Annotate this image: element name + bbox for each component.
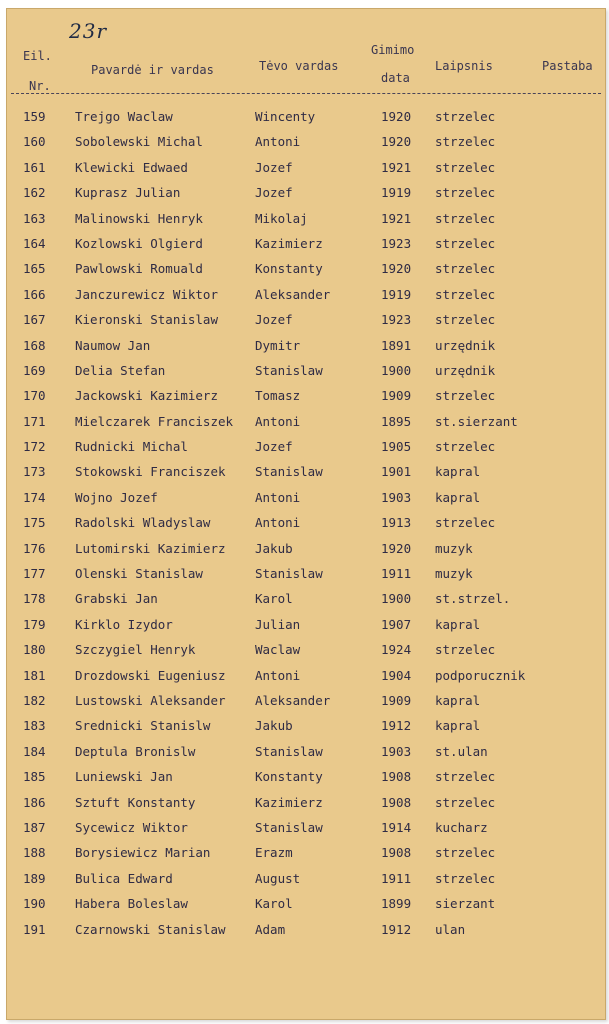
- row-rank: strzelec: [435, 845, 496, 861]
- table-row: [7, 131, 605, 156]
- table-row: [7, 284, 605, 309]
- row-father-name: Antoni: [255, 667, 301, 683]
- table-row: [7, 665, 605, 690]
- row-number: 164: [23, 235, 46, 251]
- table-row: [7, 690, 605, 715]
- row-number: 174: [23, 489, 46, 505]
- row-rank: strzelec: [435, 159, 496, 175]
- row-name: Pawlowski Romuald: [75, 261, 203, 277]
- row-rank: strzelec: [435, 286, 496, 302]
- row-father-name: August: [255, 870, 301, 886]
- table-row: [7, 436, 605, 461]
- row-birth-year: 1921: [381, 210, 412, 226]
- row-number: 177: [23, 566, 46, 582]
- row-father-name: Dymitr: [255, 337, 301, 353]
- row-name: Deptula Bronislw: [75, 743, 196, 759]
- row-rank: st.ulan: [435, 743, 488, 759]
- row-name: Habera Boleslaw: [75, 896, 188, 912]
- folio-number: 23r: [69, 19, 108, 43]
- row-birth-year: 1903: [381, 489, 412, 505]
- row-number: 191: [23, 921, 46, 937]
- row-father-name: Antoni: [255, 489, 301, 505]
- table-row: [7, 487, 605, 512]
- row-rank: strzelec: [435, 769, 496, 785]
- table-row: [7, 538, 605, 563]
- row-father-name: Stanislaw: [255, 464, 323, 480]
- row-father-name: Jozef: [255, 159, 293, 175]
- table-row: [7, 919, 605, 944]
- row-name: Naumow Jan: [75, 337, 151, 353]
- row-birth-year: 1901: [381, 464, 412, 480]
- row-father-name: Jozef: [255, 185, 293, 201]
- row-father-name: Wincenty: [255, 109, 316, 124]
- row-number: 173: [23, 464, 46, 480]
- row-number: 167: [23, 312, 46, 328]
- table-row: [7, 614, 605, 639]
- row-birth-year: 1920: [381, 540, 412, 556]
- row-rank: strzelec: [435, 210, 496, 226]
- row-rank: strzelec: [435, 515, 496, 531]
- table-row: [7, 208, 605, 233]
- row-number: 186: [23, 794, 46, 810]
- row-number: 187: [23, 819, 46, 835]
- row-name: Czarnowski Stanislaw: [75, 921, 226, 937]
- header-nr-line1: Eil.: [23, 49, 52, 63]
- row-birth-year: 1919: [381, 286, 412, 302]
- row-father-name: Stanislaw: [255, 819, 323, 835]
- row-rank: strzelec: [435, 388, 496, 404]
- row-birth-year: 1900: [381, 591, 412, 607]
- table-row: [7, 411, 605, 436]
- row-name: Borysiewicz Marian: [75, 845, 211, 861]
- row-rank: strzelec: [435, 794, 496, 810]
- row-rank: strzelec: [435, 439, 496, 455]
- row-name: Sztuft Konstanty: [75, 794, 196, 810]
- row-name: Olenski Stanislaw: [75, 566, 203, 582]
- row-rank: sierzant: [435, 896, 496, 912]
- row-father-name: Stanislaw: [255, 362, 323, 378]
- register-table: [7, 106, 605, 944]
- row-number: 175: [23, 515, 46, 531]
- row-number: 172: [23, 439, 46, 455]
- row-rank: urzędnik: [435, 337, 496, 353]
- row-father-name: Stanislaw: [255, 566, 323, 582]
- row-number: 178: [23, 591, 46, 607]
- table-row: [7, 157, 605, 182]
- table-row: [7, 106, 605, 131]
- row-number: 188: [23, 845, 46, 861]
- row-name: Stokowski Franciszek: [75, 464, 226, 480]
- row-father-name: Stanislaw: [255, 743, 323, 759]
- row-birth-year: 1912: [381, 718, 412, 734]
- row-rank: muzyk: [435, 566, 473, 582]
- table-row: [7, 715, 605, 740]
- row-name: Klewicki Edwaed: [75, 159, 188, 175]
- row-number: 185: [23, 769, 46, 785]
- row-rank: muzyk: [435, 540, 473, 556]
- table-row: [7, 588, 605, 613]
- table-row: [7, 639, 605, 664]
- row-name: Kozlowski Olgierd: [75, 235, 203, 251]
- table-row: [7, 563, 605, 588]
- row-father-name: Jakub: [255, 718, 293, 734]
- table-row: [7, 766, 605, 791]
- row-number: 159: [23, 109, 46, 124]
- row-father-name: Karol: [255, 591, 293, 607]
- row-father-name: Erazm: [255, 845, 293, 861]
- row-rank: st.strzel.: [435, 591, 511, 607]
- row-number: 160: [23, 134, 46, 150]
- row-rank: strzelec: [435, 185, 496, 201]
- row-birth-year: 1919: [381, 185, 412, 201]
- row-father-name: Karol: [255, 896, 293, 912]
- row-birth-year: 1891: [381, 337, 412, 353]
- table-row: [7, 893, 605, 918]
- row-name: Lustowski Aleksander: [75, 692, 226, 708]
- row-name: Sobolewski Michal: [75, 134, 203, 150]
- row-number: 182: [23, 692, 46, 708]
- row-name: Wojno Jozef: [75, 489, 158, 505]
- row-father-name: Waclaw: [255, 642, 301, 658]
- row-birth-year: 1914: [381, 819, 412, 835]
- row-name: Radolski Wladyslaw: [75, 515, 211, 531]
- row-birth-year: 1903: [381, 743, 412, 759]
- row-birth-year: 1923: [381, 235, 412, 251]
- document-page: [6, 8, 606, 1020]
- row-number: 181: [23, 667, 46, 683]
- row-birth-year: 1908: [381, 794, 412, 810]
- table-row: [7, 817, 605, 842]
- row-name: Lutomirski Kazimierz: [75, 540, 226, 556]
- row-rank: st.sierzant: [435, 413, 518, 429]
- row-birth-year: 1905: [381, 439, 412, 455]
- row-birth-year: 1912: [381, 921, 412, 937]
- row-rank: strzelec: [435, 235, 496, 251]
- row-birth-year: 1895: [381, 413, 412, 429]
- row-rank: kapral: [435, 464, 481, 480]
- row-birth-year: 1904: [381, 667, 412, 683]
- table-row: [7, 842, 605, 867]
- row-birth-year: 1913: [381, 515, 412, 531]
- row-number: 163: [23, 210, 46, 226]
- table-row: [7, 512, 605, 537]
- row-rank: urzędnik: [435, 362, 496, 378]
- row-number: 170: [23, 388, 46, 404]
- row-father-name: Jakub: [255, 540, 293, 556]
- row-birth-year: 1924: [381, 642, 412, 658]
- table-row: [7, 741, 605, 766]
- row-number: 166: [23, 286, 46, 302]
- header-nr-line2: Nr.: [29, 79, 51, 93]
- row-number: 184: [23, 743, 46, 759]
- header-father: Tėvo vardas: [259, 59, 339, 73]
- row-birth-year: 1908: [381, 845, 412, 861]
- row-name: Luniewski Jan: [75, 769, 173, 785]
- row-rank: kapral: [435, 616, 481, 632]
- row-father-name: Antoni: [255, 515, 301, 531]
- row-father-name: Mikolaj: [255, 210, 308, 226]
- table-row: [7, 385, 605, 410]
- row-father-name: Antoni: [255, 413, 301, 429]
- row-rank: strzelec: [435, 642, 496, 658]
- row-name: Bulica Edward: [75, 870, 173, 886]
- row-father-name: Antoni: [255, 134, 301, 150]
- row-birth-year: 1920: [381, 109, 412, 124]
- row-father-name: Adam: [255, 921, 286, 937]
- row-number: 171: [23, 413, 46, 429]
- row-rank: podporucznik: [435, 667, 526, 683]
- row-number: 169: [23, 362, 46, 378]
- table-row: [7, 868, 605, 893]
- row-father-name: Tomasz: [255, 388, 301, 404]
- row-birth-year: 1920: [381, 134, 412, 150]
- row-number: 189: [23, 870, 46, 886]
- row-name: Sycewicz Wiktor: [75, 819, 188, 835]
- header-rank: Laipsnis: [435, 59, 493, 73]
- row-number: 162: [23, 185, 46, 201]
- table-row: [7, 792, 605, 817]
- row-father-name: Julian: [255, 616, 301, 632]
- row-name: Rudnicki Michal: [75, 439, 188, 455]
- row-birth-year: 1899: [381, 896, 412, 912]
- row-number: 176: [23, 540, 46, 556]
- header-name: Pavardė ir vardas: [91, 63, 214, 77]
- row-name: Delia Stefan: [75, 362, 166, 378]
- row-number: 168: [23, 337, 46, 353]
- table-row: [7, 258, 605, 283]
- row-father-name: Kazimierz: [255, 235, 323, 251]
- row-birth-year: 1920: [381, 261, 412, 277]
- row-father-name: Konstanty: [255, 769, 323, 785]
- table-row: [7, 182, 605, 207]
- row-father-name: Kazimierz: [255, 794, 323, 810]
- row-number: 179: [23, 616, 46, 632]
- row-name: Grabski Jan: [75, 591, 158, 607]
- header-divider: [11, 93, 601, 94]
- row-number: 183: [23, 718, 46, 734]
- header-note: Pastaba: [542, 59, 593, 73]
- row-rank: strzelec: [435, 312, 496, 328]
- row-father-name: Jozef: [255, 312, 293, 328]
- row-rank: kapral: [435, 718, 481, 734]
- row-rank: kapral: [435, 489, 481, 505]
- row-number: 190: [23, 896, 46, 912]
- row-rank: kucharz: [435, 819, 488, 835]
- row-rank: ulan: [435, 921, 466, 937]
- row-father-name: Konstanty: [255, 261, 323, 277]
- row-name: Kieronski Stanislaw: [75, 312, 218, 328]
- header-birth-line2: data: [381, 71, 410, 85]
- row-name: Trejgo Waclaw: [75, 109, 173, 124]
- row-birth-year: 1923: [381, 312, 412, 328]
- row-name: Janczurewicz Wiktor: [75, 286, 218, 302]
- table-row: [7, 309, 605, 334]
- row-rank: strzelec: [435, 870, 496, 886]
- table-row: [7, 360, 605, 385]
- row-birth-year: 1909: [381, 388, 412, 404]
- row-number: 180: [23, 642, 46, 658]
- row-name: Mielczarek Franciszek: [75, 413, 234, 429]
- row-number: 161: [23, 159, 46, 175]
- row-number: 165: [23, 261, 46, 277]
- row-birth-year: 1911: [381, 870, 412, 886]
- row-name: Drozdowski Eugeniusz: [75, 667, 226, 683]
- row-rank: strzelec: [435, 261, 496, 277]
- row-birth-year: 1900: [381, 362, 412, 378]
- row-father-name: Aleksander: [255, 692, 331, 708]
- table-row: [7, 233, 605, 258]
- row-birth-year: 1909: [381, 692, 412, 708]
- table-row: [7, 461, 605, 486]
- row-rank: kapral: [435, 692, 481, 708]
- row-birth-year: 1908: [381, 769, 412, 785]
- row-father-name: Jozef: [255, 439, 293, 455]
- row-rank: strzelec: [435, 134, 496, 150]
- row-name: Kuprasz Julian: [75, 185, 181, 201]
- row-birth-year: 1921: [381, 159, 412, 175]
- header-birth-line1: Gimimo: [371, 43, 415, 57]
- row-birth-year: 1907: [381, 616, 412, 632]
- table-row: [7, 335, 605, 360]
- row-name: Jackowski Kazimierz: [75, 388, 218, 404]
- row-birth-year: 1911: [381, 566, 412, 582]
- row-rank: strzelec: [435, 109, 496, 124]
- row-name: Malinowski Henryk: [75, 210, 203, 226]
- row-name: Srednicki Stanislw: [75, 718, 211, 734]
- row-father-name: Aleksander: [255, 286, 331, 302]
- row-name: Szczygiel Henryk: [75, 642, 196, 658]
- row-name: Kirklo Izydor: [75, 616, 173, 632]
